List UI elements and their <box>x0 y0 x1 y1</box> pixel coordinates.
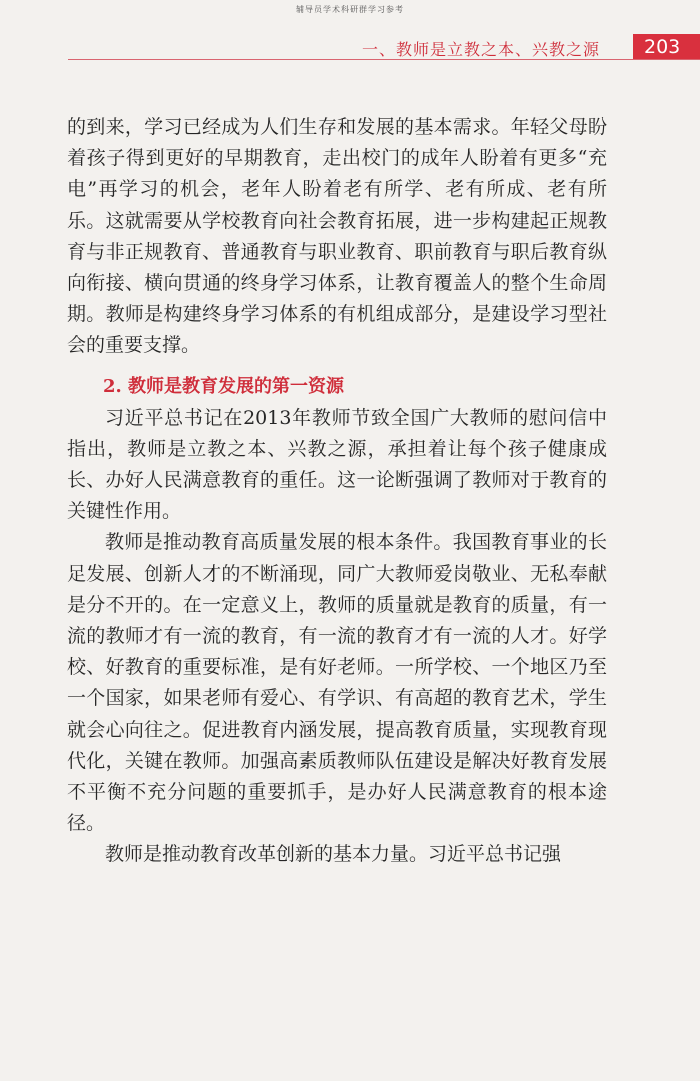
section-heading: 2. 教师是教育发展的第一资源 <box>103 375 345 397</box>
top-watermark-text: 辅导员学术科研群学习参考 <box>296 5 404 14</box>
body-paragraph-continued: 的到来，学习已经成为人们生存和发展的基本需求。年轻父母盼着孩子得到更好的早期教育，走出校门的成年人盼着有更多“充电”再学习的机会，老年人盼着老有所学、老有所成、老有所乐。这就需要从学校教育向社会教育拓展，进一步构建起正规教育与非正规教育、普通教育与职业教育、职前教育与职后教育纵向衔接、横向贯通的终身学习体系，让教育覆盖人的整个生命周期。教师是构建终身学习体系的有机组成部分，是建设学习型社会的重要支撑。 <box>67 116 607 357</box>
body-paragraph: 教师是推动教育改革创新的基本力量。习近平总书记强 <box>105 843 562 866</box>
chapter-title: 一、教师是立教之本、兴教之源 <box>361 40 600 59</box>
page-number: 203 <box>633 34 700 60</box>
header-divider <box>68 59 700 60</box>
running-header <box>0 34 700 60</box>
body-paragraph: 习近平总书记在2013年教师节致全国广大教师的慰问信中指出，教师是立教之本、兴教之源，承担着让每个孩子健康成长、办好人民满意教育的重任。这一论断强调了教师对于教育的关键性作用。 <box>67 406 607 523</box>
body-paragraph: 教师是推动教育高质量发展的根本条件。我国教育事业的长足发展、创新人才的不断涌现，同广大教师爱岗敬业、无私奉献是分不开的。在一定意义上，教师的质量就是教育的质量，有一流的教师才有一流的教育，有一流的教育才有一流的人才。好学校、好教育的重要标准，是有好老师。一所学校、一个地区乃至一个国家，如果老师有爱心、有学识、有高超的教育艺术，学生就会心向往之。促进教育内涵发展，提高教育质量，实现教育现代化，关键在教师。加强高素质教师队伍建设是解决好教育发展不平衡不充分问题的重要抓手，是办好人民满意教育的根本途径。 <box>67 531 607 835</box>
page-body <box>67 112 607 871</box>
